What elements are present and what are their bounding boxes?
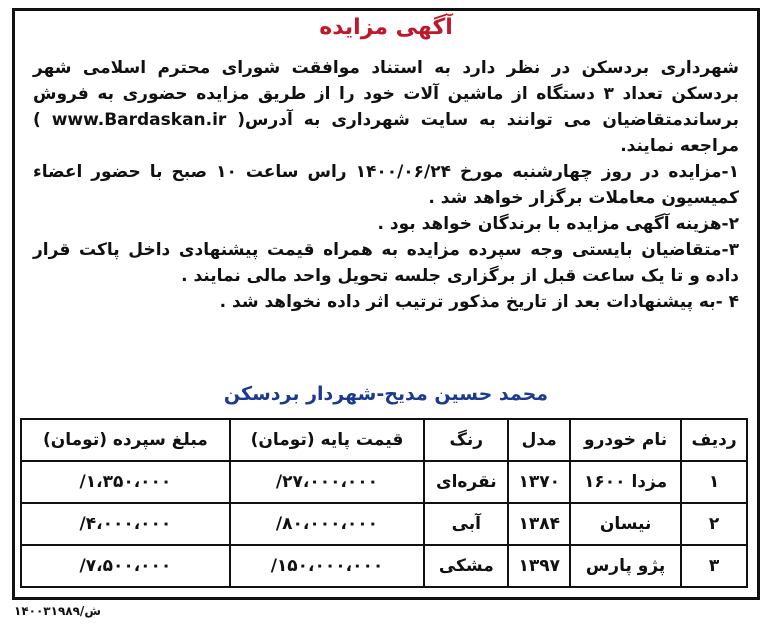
cell-vehicle-name: مزدا ۱۶۰۰	[570, 461, 681, 503]
cell-color: مشکی	[424, 545, 508, 587]
intro-paragraph: شهرداری بردسکن در نظر دارد به استناد موافقت شورای محترم اسلامی شهر بردسکن تعداد ۳ دستگاه از ماشین آلات خود را از طریق مزایده حضوری به فروش برساندمتقاضیان می توانند به سایت شهرداری به آدرس( www.Bardaskan.ir ) مراجعه نمایند.	[33, 58, 739, 156]
cell-model: ۱۳۸۴	[508, 503, 570, 545]
cell-deposit: ۱،۳۵۰،۰۰۰/	[21, 461, 230, 503]
notice-title: آگهی مزایده	[319, 15, 453, 40]
header-base-price: قیمت پایه (تومان)	[230, 419, 424, 461]
cell-color: آبی	[424, 503, 508, 545]
clause-1: ۱-مزایده در روز چهارشنبه مورخ ۱۴۰۰/۰۶/۲۴ راس ساعت ۱۰ صبح با حضور اعضاء کمیسیون معاملات برگزار خواهد شد .	[33, 162, 739, 208]
footer-code: ۱۴۰۰۳۱۹۸۹/ش	[14, 604, 101, 618]
vehicles-table	[20, 418, 748, 588]
header-row-number: ردیف	[681, 419, 747, 461]
table-header-row	[21, 419, 747, 461]
cell-base-price: ۱۵۰،۰۰۰،۰۰۰/	[230, 545, 424, 587]
table-row	[21, 545, 747, 587]
cell-deposit: ۴،۰۰۰،۰۰۰/	[21, 503, 230, 545]
clause-3: ۳-متقاضیان بایستی وجه سپرده مزایده به همراه قیمت پیشنهادی داخل پاکت قرار داده و تا یک ساعت قبل از برگزاری جلسه تحویل واحد مالی نمایند .	[33, 240, 739, 286]
header-model: مدل	[508, 419, 570, 461]
table-row	[21, 461, 747, 503]
cell-vehicle-name: پژو پارس	[570, 545, 681, 587]
clause-2: ۲-هزینه آگهی مزایده با برندگان خواهد بود .	[377, 214, 739, 234]
header-deposit: مبلغ سپرده (تومان)	[21, 419, 230, 461]
cell-row-number: ۲	[681, 503, 747, 545]
cell-vehicle-name: نیسان	[570, 503, 681, 545]
header-color: رنگ	[424, 419, 508, 461]
cell-model: ۱۳۷۰	[508, 461, 570, 503]
cell-deposit: ۷،۵۰۰،۰۰۰/	[21, 545, 230, 587]
header-vehicle-name: نام خودرو	[570, 419, 681, 461]
cell-color: نقره‌ای	[424, 461, 508, 503]
cell-row-number: ۱	[681, 461, 747, 503]
cell-row-number: ۳	[681, 545, 747, 587]
table-row	[21, 503, 747, 545]
signature: محمد حسین مدیح-شهردار بردسکن	[223, 383, 549, 405]
clause-4: ۴ -به پیشنهادات بعد از تاریخ مذکور ترتیب اثر داده نخواهد شد .	[219, 292, 739, 312]
cell-base-price: ۸۰،۰۰۰،۰۰۰/	[230, 503, 424, 545]
cell-model: ۱۳۹۷	[508, 545, 570, 587]
notice-body	[33, 55, 739, 315]
cell-base-price: ۲۷،۰۰۰،۰۰۰/	[230, 461, 424, 503]
